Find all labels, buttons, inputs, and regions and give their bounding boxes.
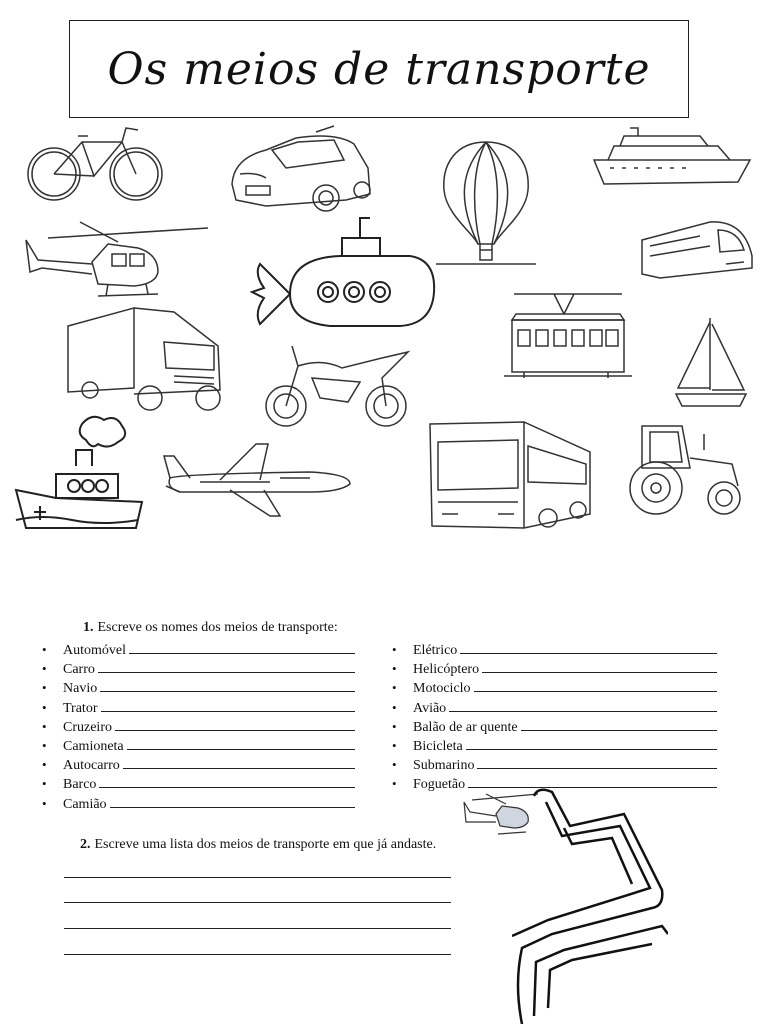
list-item: [392, 717, 717, 736]
helicopter-image: [18, 218, 210, 306]
word-label: • Barco: [63, 777, 97, 793]
list-item: [42, 736, 355, 755]
list-item: [42, 698, 355, 717]
list-item: [42, 717, 355, 736]
exercise-1-instruction: [83, 620, 338, 636]
writing-line[interactable]: [64, 902, 451, 903]
hot-air-balloon-image: [436, 138, 536, 266]
train-image: [640, 216, 756, 282]
list-item: [392, 678, 717, 697]
title-box: [69, 20, 689, 118]
truck-image: [64, 306, 224, 418]
writing-line[interactable]: [64, 928, 451, 929]
writing-line[interactable]: [64, 954, 451, 955]
list-item: [392, 736, 717, 755]
list-item: [42, 755, 355, 774]
motorcycle-image: [262, 338, 412, 430]
airplane-image: [160, 442, 354, 520]
answer-line[interactable]: [127, 737, 355, 750]
word-label: • Automóvel: [63, 643, 126, 658]
exercise-1-number: 1.: [83, 620, 94, 635]
answer-line[interactable]: [115, 718, 355, 731]
list-item: [42, 659, 355, 678]
list-item: [392, 640, 717, 659]
list-item: [392, 755, 717, 774]
list-item: [392, 659, 717, 678]
list-item: [42, 640, 355, 659]
word-label: • Bicicleta: [413, 738, 463, 754]
answer-line[interactable]: [521, 718, 717, 731]
word-label: • Foguetão: [413, 777, 466, 793]
list-item: [392, 698, 717, 717]
answer-line[interactable]: [474, 679, 717, 692]
word-label: • Autocarro: [63, 758, 120, 774]
bus-image: [428, 418, 594, 532]
word-label: • Elétrico: [413, 643, 458, 658]
answer-line[interactable]: [101, 699, 356, 712]
exercise-2-number: 2.: [80, 837, 91, 852]
answer-line[interactable]: [466, 737, 717, 750]
list-item: [42, 678, 355, 697]
car-image: [226, 124, 374, 218]
answer-line[interactable]: [99, 775, 355, 788]
right-word-list: [392, 640, 717, 794]
list-item: [42, 794, 355, 813]
word-label: • Navio: [63, 681, 98, 697]
answer-line[interactable]: [482, 660, 717, 673]
word-label: • Avião: [413, 700, 447, 716]
word-label: • Cruzeiro: [63, 719, 112, 735]
answer-line[interactable]: [123, 756, 355, 769]
writing-line[interactable]: [64, 877, 451, 878]
word-label: • Carro: [63, 662, 95, 678]
left-word-list: [42, 640, 355, 813]
exercise-1-text: Escreve os nomes dos meios de transporte:: [97, 620, 338, 635]
exercise-2-text: Escreve uma lista dos meios de transporte em que já andaste.: [94, 837, 437, 852]
submarine-image: [250, 212, 436, 330]
answer-line[interactable]: [110, 795, 355, 808]
answer-line[interactable]: [477, 756, 717, 769]
answer-line[interactable]: [449, 699, 717, 712]
tractor-image: [620, 422, 748, 518]
page-title: Os meios de transporte: [107, 43, 651, 95]
word-label: • Trator: [63, 700, 98, 716]
answer-line[interactable]: [460, 641, 717, 654]
tram-image: [504, 290, 632, 380]
word-label: • Balão de ar quente: [413, 719, 518, 735]
list-item: [42, 774, 355, 793]
word-label: • Camioneta: [63, 738, 124, 754]
word-label: • Camião: [63, 796, 107, 812]
steamboat-image: [12, 410, 144, 534]
word-label: • Helicóptero: [413, 662, 480, 678]
sailboat-image: [672, 314, 750, 410]
cruise-ship-image: [590, 124, 756, 188]
word-label: • Motociclo: [413, 681, 471, 697]
word-label: • Submarino: [413, 758, 475, 774]
answer-line[interactable]: [98, 660, 355, 673]
path-maze-image: [512, 784, 668, 1024]
answer-line[interactable]: [129, 641, 355, 654]
answer-line[interactable]: [100, 679, 355, 692]
exercise-2-instruction: [80, 837, 436, 853]
bicycle-image: [22, 120, 170, 206]
